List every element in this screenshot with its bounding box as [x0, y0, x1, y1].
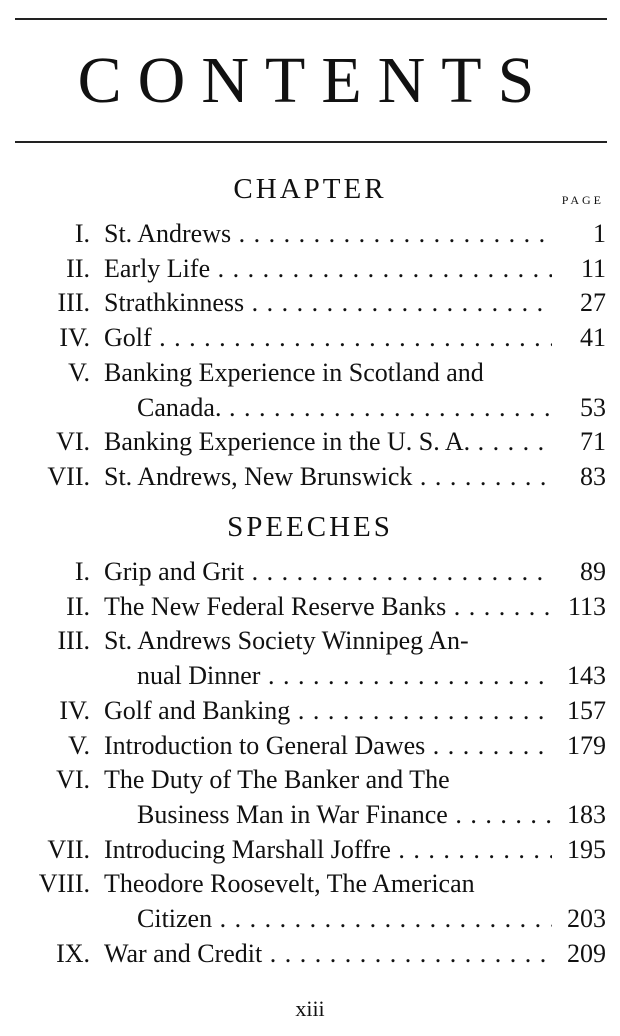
entry-page-number: 27 — [580, 288, 606, 318]
entry-page-number: 71 — [580, 427, 606, 457]
entry-number: III. — [57, 626, 90, 656]
entry-number: V. — [68, 357, 90, 387]
entry-number: I. — [74, 219, 90, 248]
entry-title: Banking Experience in the U. S. A. . . — [104, 426, 552, 458]
entry-title: St. Andrews Society Winnipeg An- — [104, 626, 469, 656]
entry-page-number: 113 — [567, 591, 606, 621]
title-underline-rule — [15, 141, 607, 143]
toc-entry[interactable] — [0, 868, 620, 900]
entry-number: V. — [68, 730, 90, 760]
entry-title: nual Dinner . . — [137, 660, 552, 692]
entry-title: War and Credit . . — [104, 938, 552, 970]
entry-title: Early Life . . — [104, 253, 552, 285]
entry-title: St. Andrews . . — [104, 218, 552, 250]
toc-entry[interactable] — [0, 834, 620, 866]
contents-title: CONTENTS — [77, 44, 551, 117]
toc-entry[interactable] — [0, 730, 620, 762]
entry-number: VII. — [47, 461, 90, 491]
entry-title: Introducing Marshall Joffre . . — [104, 834, 552, 866]
entry-number: II. — [66, 253, 90, 283]
speeches-heading: SPEECHES — [227, 511, 393, 543]
entry-page-number: 203 — [567, 904, 606, 933]
entry-title: Business Man in War Finance . . — [137, 799, 552, 831]
toc-entry[interactable] — [0, 591, 620, 623]
entry-number: IV. — [59, 323, 90, 353]
toc-entry[interactable] — [0, 426, 620, 458]
entry-title: The New Federal Reserve Banks . . — [104, 591, 552, 623]
entry-number: II. — [66, 591, 90, 621]
toc-entry[interactable] — [0, 556, 620, 588]
entry-title: Theodore Roosevelt, The American — [104, 869, 475, 899]
top-rule — [15, 18, 607, 20]
entry-page-number: 209 — [567, 938, 606, 968]
chapter-heading: CHAPTER — [233, 173, 387, 205]
page-column-heading: PAGE — [561, 193, 604, 207]
entry-page-number: 53 — [580, 392, 606, 422]
toc-entry[interactable] — [0, 625, 620, 657]
entry-number: IX. — [56, 938, 90, 968]
toc-entry[interactable] — [0, 461, 620, 493]
entry-number: III. — [57, 288, 90, 318]
entry-title: Canada. . . — [137, 392, 552, 424]
entry-number: IV. — [59, 695, 90, 725]
entry-page-number: 157 — [567, 695, 606, 725]
entry-page-number: 195 — [567, 834, 606, 864]
toc-entry[interactable] — [0, 660, 620, 692]
entry-page-number: 183 — [567, 799, 606, 829]
entry-page-number: 143 — [567, 661, 606, 691]
entry-page-number: 11 — [580, 253, 606, 283]
toc-entry[interactable] — [0, 253, 620, 285]
toc-entry[interactable] — [0, 695, 620, 727]
entry-page-number: 179 — [567, 730, 606, 760]
toc-entry[interactable] — [0, 764, 620, 796]
entry-number: VIII. — [38, 869, 90, 899]
entry-page-number: 89 — [580, 557, 606, 586]
entry-number: VI. — [56, 765, 90, 795]
toc-entry[interactable] — [0, 322, 620, 354]
toc-entry[interactable] — [0, 218, 620, 250]
toc-entry[interactable] — [0, 392, 620, 424]
entry-number: I. — [74, 557, 90, 586]
entry-title: Golf . . — [104, 322, 552, 354]
page-folio: xiii — [295, 996, 325, 1021]
entry-page-number: 1 — [593, 219, 606, 248]
toc-entry[interactable] — [0, 938, 620, 970]
entry-title: St. Andrews, New Brunswick . . — [104, 461, 552, 493]
entry-title: Introduction to General Dawes . . — [104, 730, 552, 762]
entry-page-number: 41 — [580, 323, 606, 353]
entry-title: Strathkinness . . — [104, 287, 552, 319]
entry-title: Golf and Banking . . — [104, 695, 552, 727]
entry-title: The Duty of The Banker and The — [104, 765, 450, 795]
entry-page-number: 83 — [580, 461, 606, 491]
entry-title: Citizen . . — [137, 903, 552, 935]
toc-entry[interactable] — [0, 287, 620, 319]
toc-entry[interactable] — [0, 799, 620, 831]
entry-title: Grip and Grit . . — [104, 556, 552, 588]
toc-entry[interactable] — [0, 357, 620, 389]
entry-number: VI. — [56, 427, 90, 457]
entry-number: VII. — [47, 834, 90, 864]
toc-entry[interactable] — [0, 903, 620, 935]
entry-title: Banking Experience in Scotland and — [104, 357, 484, 387]
